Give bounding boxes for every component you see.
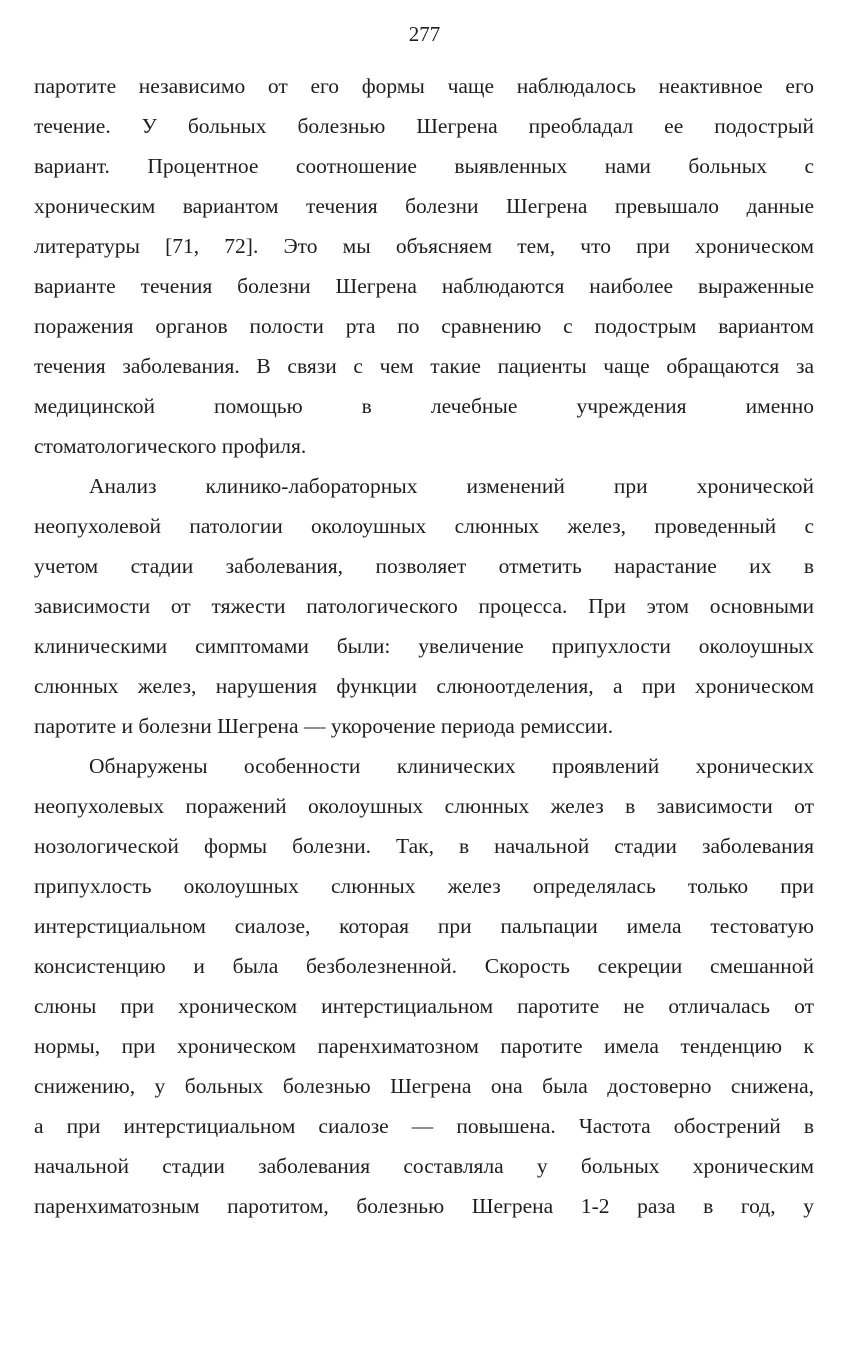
text-line: вариант. Процентное соотношение выявленных нами больных с: [34, 154, 814, 178]
text-line: поражения органов полости рта по сравнению с подострым вариантом: [34, 314, 814, 338]
paragraph: [34, 746, 814, 1226]
text-line: варианте течения болезни Шегрена наблюдаются наиболее выраженные: [34, 274, 814, 298]
text-line: нормы, при хроническом паренхиматозном паротите имела тенденцию к: [34, 1034, 814, 1058]
text-body: [34, 66, 814, 1226]
paragraph: [34, 466, 814, 746]
text-line: неопухолевых поражений околоушных слюнных желез в зависимости от: [34, 794, 814, 818]
text-line: медицинской помощью в лечебные учреждения именно: [34, 394, 814, 418]
text-line: Анализ клинико-лабораторных изменений при хронической: [89, 474, 814, 498]
text-line: литературы [71, 72]. Это мы объясняем тем, что при хроническом: [34, 234, 814, 258]
text-line: слюнных желез, нарушения функции слюноотделения, а при хроническом: [34, 674, 814, 698]
text-line: клиническими симптомами были: увеличение припухлости околоушных: [34, 634, 814, 658]
text-line: хроническим вариантом течения болезни Шегрена превышало данные: [34, 194, 814, 218]
text-line: стоматологического профиля.: [34, 434, 307, 458]
text-line: зависимости от тяжести патологического процесса. При этом основными: [34, 594, 814, 618]
text-line: паротите и болезни Шегрена — укорочение периода ремиссии.: [34, 714, 614, 738]
text-line: паренхиматозным паротитом, болезнью Шегрена 1-2 раза в год, у: [34, 1194, 814, 1218]
paragraph: [34, 66, 814, 466]
text-line: Обнаружены особенности клинических проявлений хронических: [89, 754, 814, 778]
text-line: течение. У больных болезнью Шегрена преобладал ее подострый: [34, 114, 814, 138]
text-line: а при интерстициальном сиалозе — повышена. Частота обострений в: [34, 1114, 814, 1138]
text-line: припухлость околоушных слюнных желез определялась только при: [34, 874, 814, 898]
page-number: 277: [408, 22, 441, 46]
text-line: снижению, у больных болезнью Шегрена она была достоверно снижена,: [34, 1074, 814, 1098]
text-line: паротите независимо от его формы чаще наблюдалось неактивное его: [34, 74, 814, 98]
text-line: нозологической формы болезни. Так, в начальной стадии заболевания: [34, 834, 814, 858]
text-line: учетом стадии заболевания, позволяет отметить нарастание их в: [34, 554, 814, 578]
text-line: интерстициальном сиалозе, которая при пальпации имела тестоватую: [34, 914, 814, 938]
text-line: консистенцию и была безболезненной. Скорость секреции смешанной: [34, 954, 814, 978]
text-line: слюны при хроническом интерстициальном паротите не отличалась от: [34, 994, 814, 1018]
text-line: течения заболевания. В связи с чем такие пациенты чаще обращаются за: [34, 354, 814, 378]
text-line: начальной стадии заболевания составляла у больных хроническим: [34, 1154, 814, 1178]
text-line: неопухолевой патологии околоушных слюнных желез, проведенный с: [34, 514, 814, 538]
